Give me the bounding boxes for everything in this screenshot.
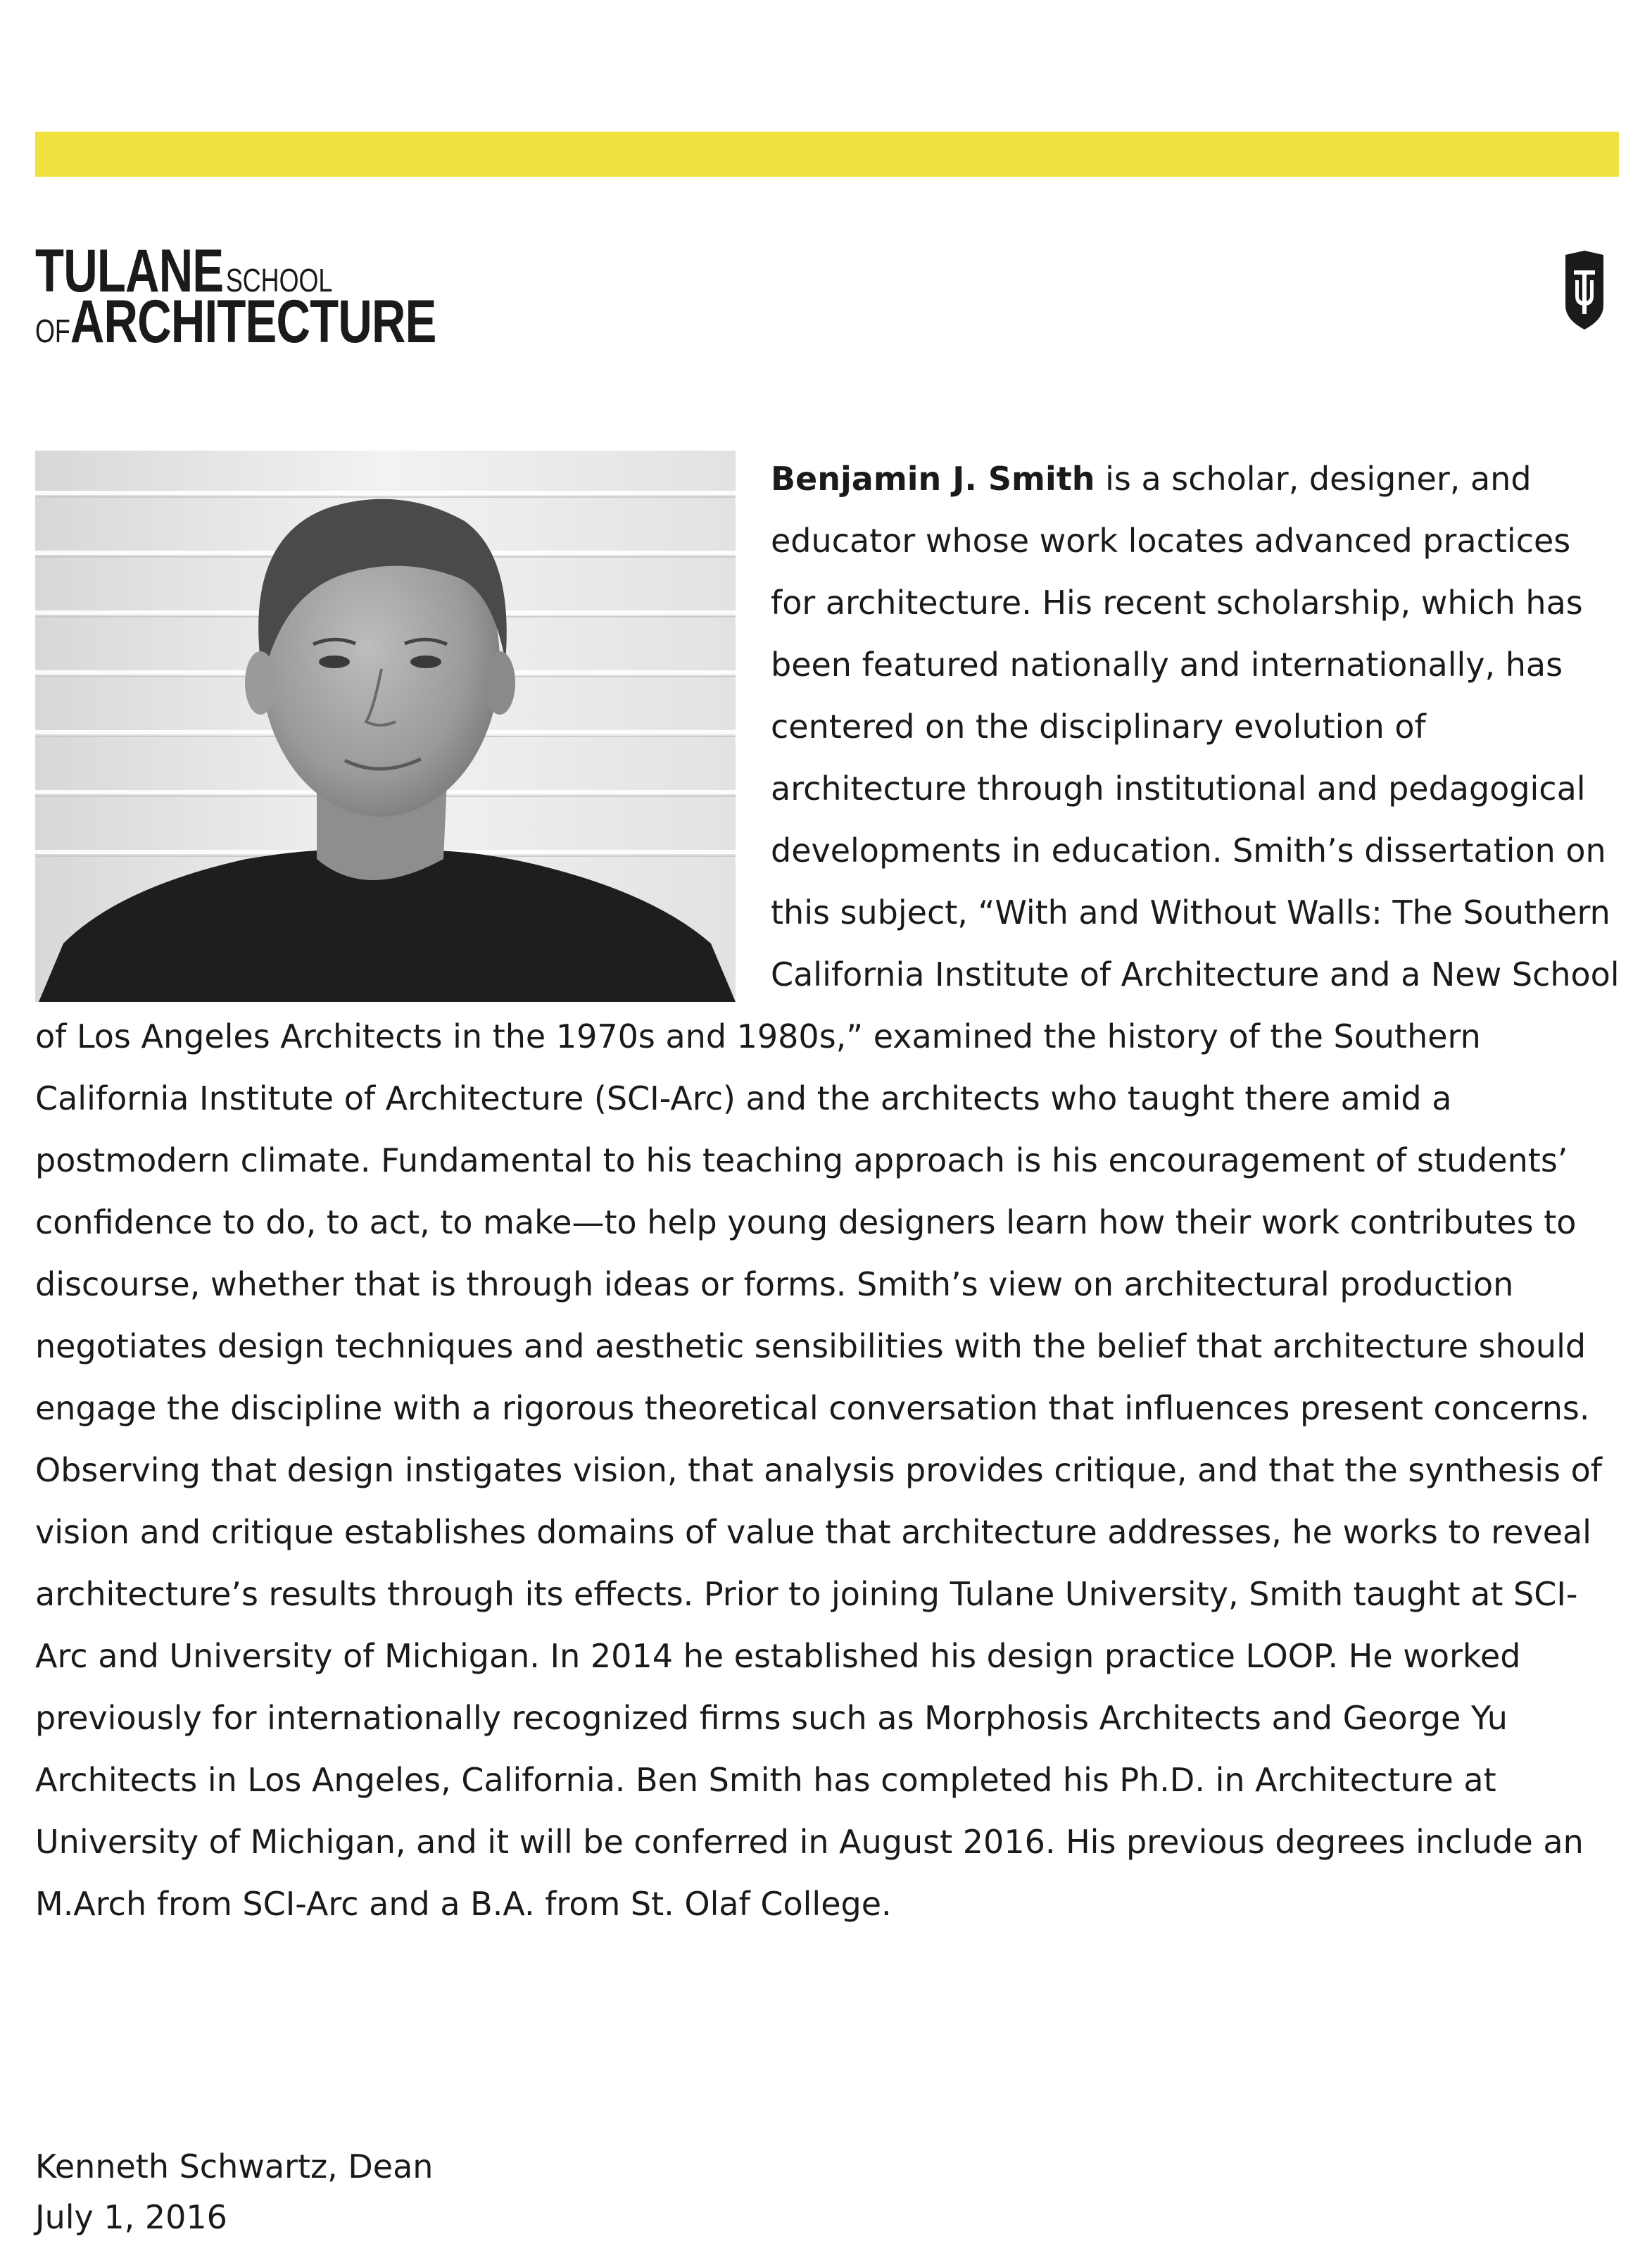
- tulane-shield-icon: [1564, 249, 1605, 331]
- logo-word-school: SCHOOL: [225, 262, 333, 299]
- logo-word-tulane: TULANE: [35, 237, 224, 305]
- bio-text: is a scholar, designer, and educator whose work locates advanced practices for architecture. His recent scholarship, which has been featured nationally and internationally, has centered on the disciplinary evolution of architecture through institutional and pedagogical developments in education. Smith’s dissertation on this subject, “With and Without Walls: The Southern California Institute of Architecture and a New School of Los Angeles Architects in the 1970s and 1980s,” examined the history of the Southern California Institute of Architecture (SCI-Arc) and the architects who taught there amid a postmodern climate. Fundamental to his teaching approach is his encouragement of students’ confidence to do, to act, to make—to help young designers learn how their work contributes to discourse, whether that is through ideas or forms. Smith’s view on architectural production negotiates design techniques and aesthetic sensibilities with the belief that architecture should engage the discipline with a rigorous theoretical conversation that influences present concerns. Observing that design instigates vision, that analysis provides critique, and that the synthesis of vision and critique establishes domains of value that architecture addresses, he works to reveal architecture’s results through its effects. Prior to joining Tulane University, Smith taught at SCI-Arc and University of Michigan. In 2014 he established his design practice LOOP. He worked previously for internationally recognized firms such as Morphosis Architects and George Yu Architects in Los Angeles, California. Ben Smith has completed his Ph.D. in Architecture at University of Michigan, and it will be conferred in August 2016. His previous degrees include an M.Arch from SCI-Arc and a B.A. from St. Olaf College.: [35, 460, 1620, 1923]
- logo-word-of: OF: [35, 313, 70, 349]
- signature-author: Kenneth Schwartz, Dean: [35, 2147, 434, 2185]
- school-logo: [35, 237, 436, 356]
- logo-word-architecture: ARCHITECTURE: [70, 288, 436, 356]
- signature-date: July 1, 2016: [35, 2198, 227, 2236]
- photo-spacer: [35, 448, 771, 1004]
- bio-name: Benjamin J. Smith: [771, 460, 1095, 498]
- bio-paragraph: [35, 448, 1622, 1935]
- signature-block: [35, 2141, 433, 2243]
- accent-bar: [35, 132, 1619, 177]
